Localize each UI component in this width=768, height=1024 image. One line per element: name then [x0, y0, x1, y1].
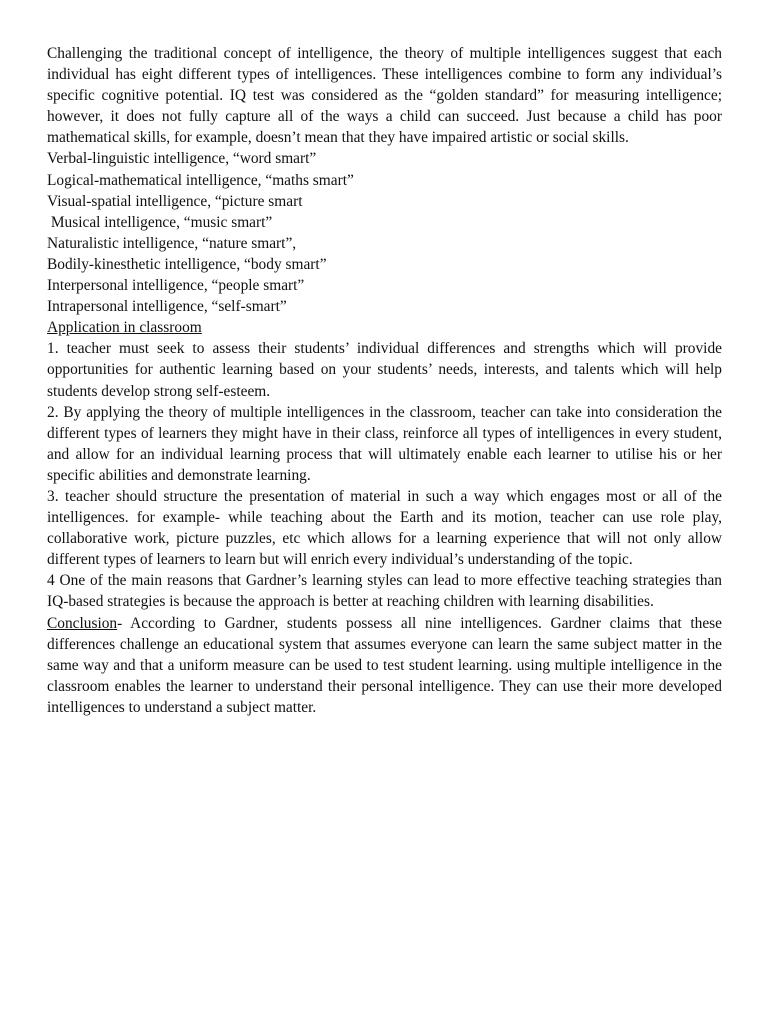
list-item: Musical intelligence, “music smart”: [47, 213, 273, 231]
conclusion-paragraph: [47, 613, 722, 718]
application-point: 1. teacher must seek to assess their students’ individual differences and strengths which will provide opportunities for authentic learning based on your students’ needs, interests, and talents which will help students develop strong self-esteem.: [47, 340, 722, 400]
application-point: 3. teacher should structure the presentation of material in such a way which engages most or all of the intelligences. for example- while teaching about the Earth and its motion, teacher can use role play, collaborative work, picture puzzles, etc which allows for a learning experience that will not only allow different types of learners to learn but will enrich every individual’s understanding of the topic.: [47, 487, 722, 569]
list-item: Verbal-linguistic intelligence, “word smart”: [47, 150, 317, 168]
conclusion-label: Conclusion: [47, 614, 118, 632]
intro-paragraph: Challenging the traditional concept of intelligence, the theory of multiple intelligences suggest that each individual has eight different types of intelligences. These intelligences combine to form any individual’s specific cognitive potential. IQ test was considered as the “golden standard” for measuring intelligence; however, it does not fully capture all of the ways a child can succeed. Just because a child has poor mathematical skills, for example, doesn’t mean that they have impaired artistic or social skills.: [47, 45, 722, 147]
list-item: Logical-mathematical intelligence, “maths smart”: [47, 171, 354, 189]
intelligences-list: [47, 148, 722, 317]
list-item: Visual-spatial intelligence, “picture smart: [47, 192, 303, 210]
application-heading: Application in classroom: [47, 319, 202, 337]
list-item: Bodily-kinesthetic intelligence, “body smart”: [47, 255, 327, 273]
application-point: 4 One of the main reasons that Gardner’s learning styles can lead to more effective teaching strategies than IQ-based strategies is because the approach is better at reaching children with learning disabilities.: [47, 572, 722, 611]
conclusion-text: - According to Gardner, students possess all nine intelligences. Gardner claims that these differences challenge an educational system that assumes everyone can learn the same subject matter in the same way and that a uniform measure can be used to test student learning. using multiple intelligence in the classroom enables the learner to understand their personal intelligence. They can use their more developed intelligences to understand a subject matter.: [47, 614, 722, 716]
list-item: Naturalistic intelligence, “nature smart”,: [47, 234, 297, 252]
list-item: Interpersonal intelligence, “people smart”: [47, 277, 305, 295]
application-point: 2. By applying the theory of multiple intelligences in the classroom, teacher can take into consideration the different types of learners they might have in their class, reinforce all types of intelligences in every student, and allow for an individual learning process that will ultimately enable each learner to utilise his or her specific abilities and demonstrate learning.: [47, 403, 722, 484]
document-page: [47, 43, 722, 718]
list-item: Intrapersonal intelligence, “self-smart”: [47, 298, 287, 316]
